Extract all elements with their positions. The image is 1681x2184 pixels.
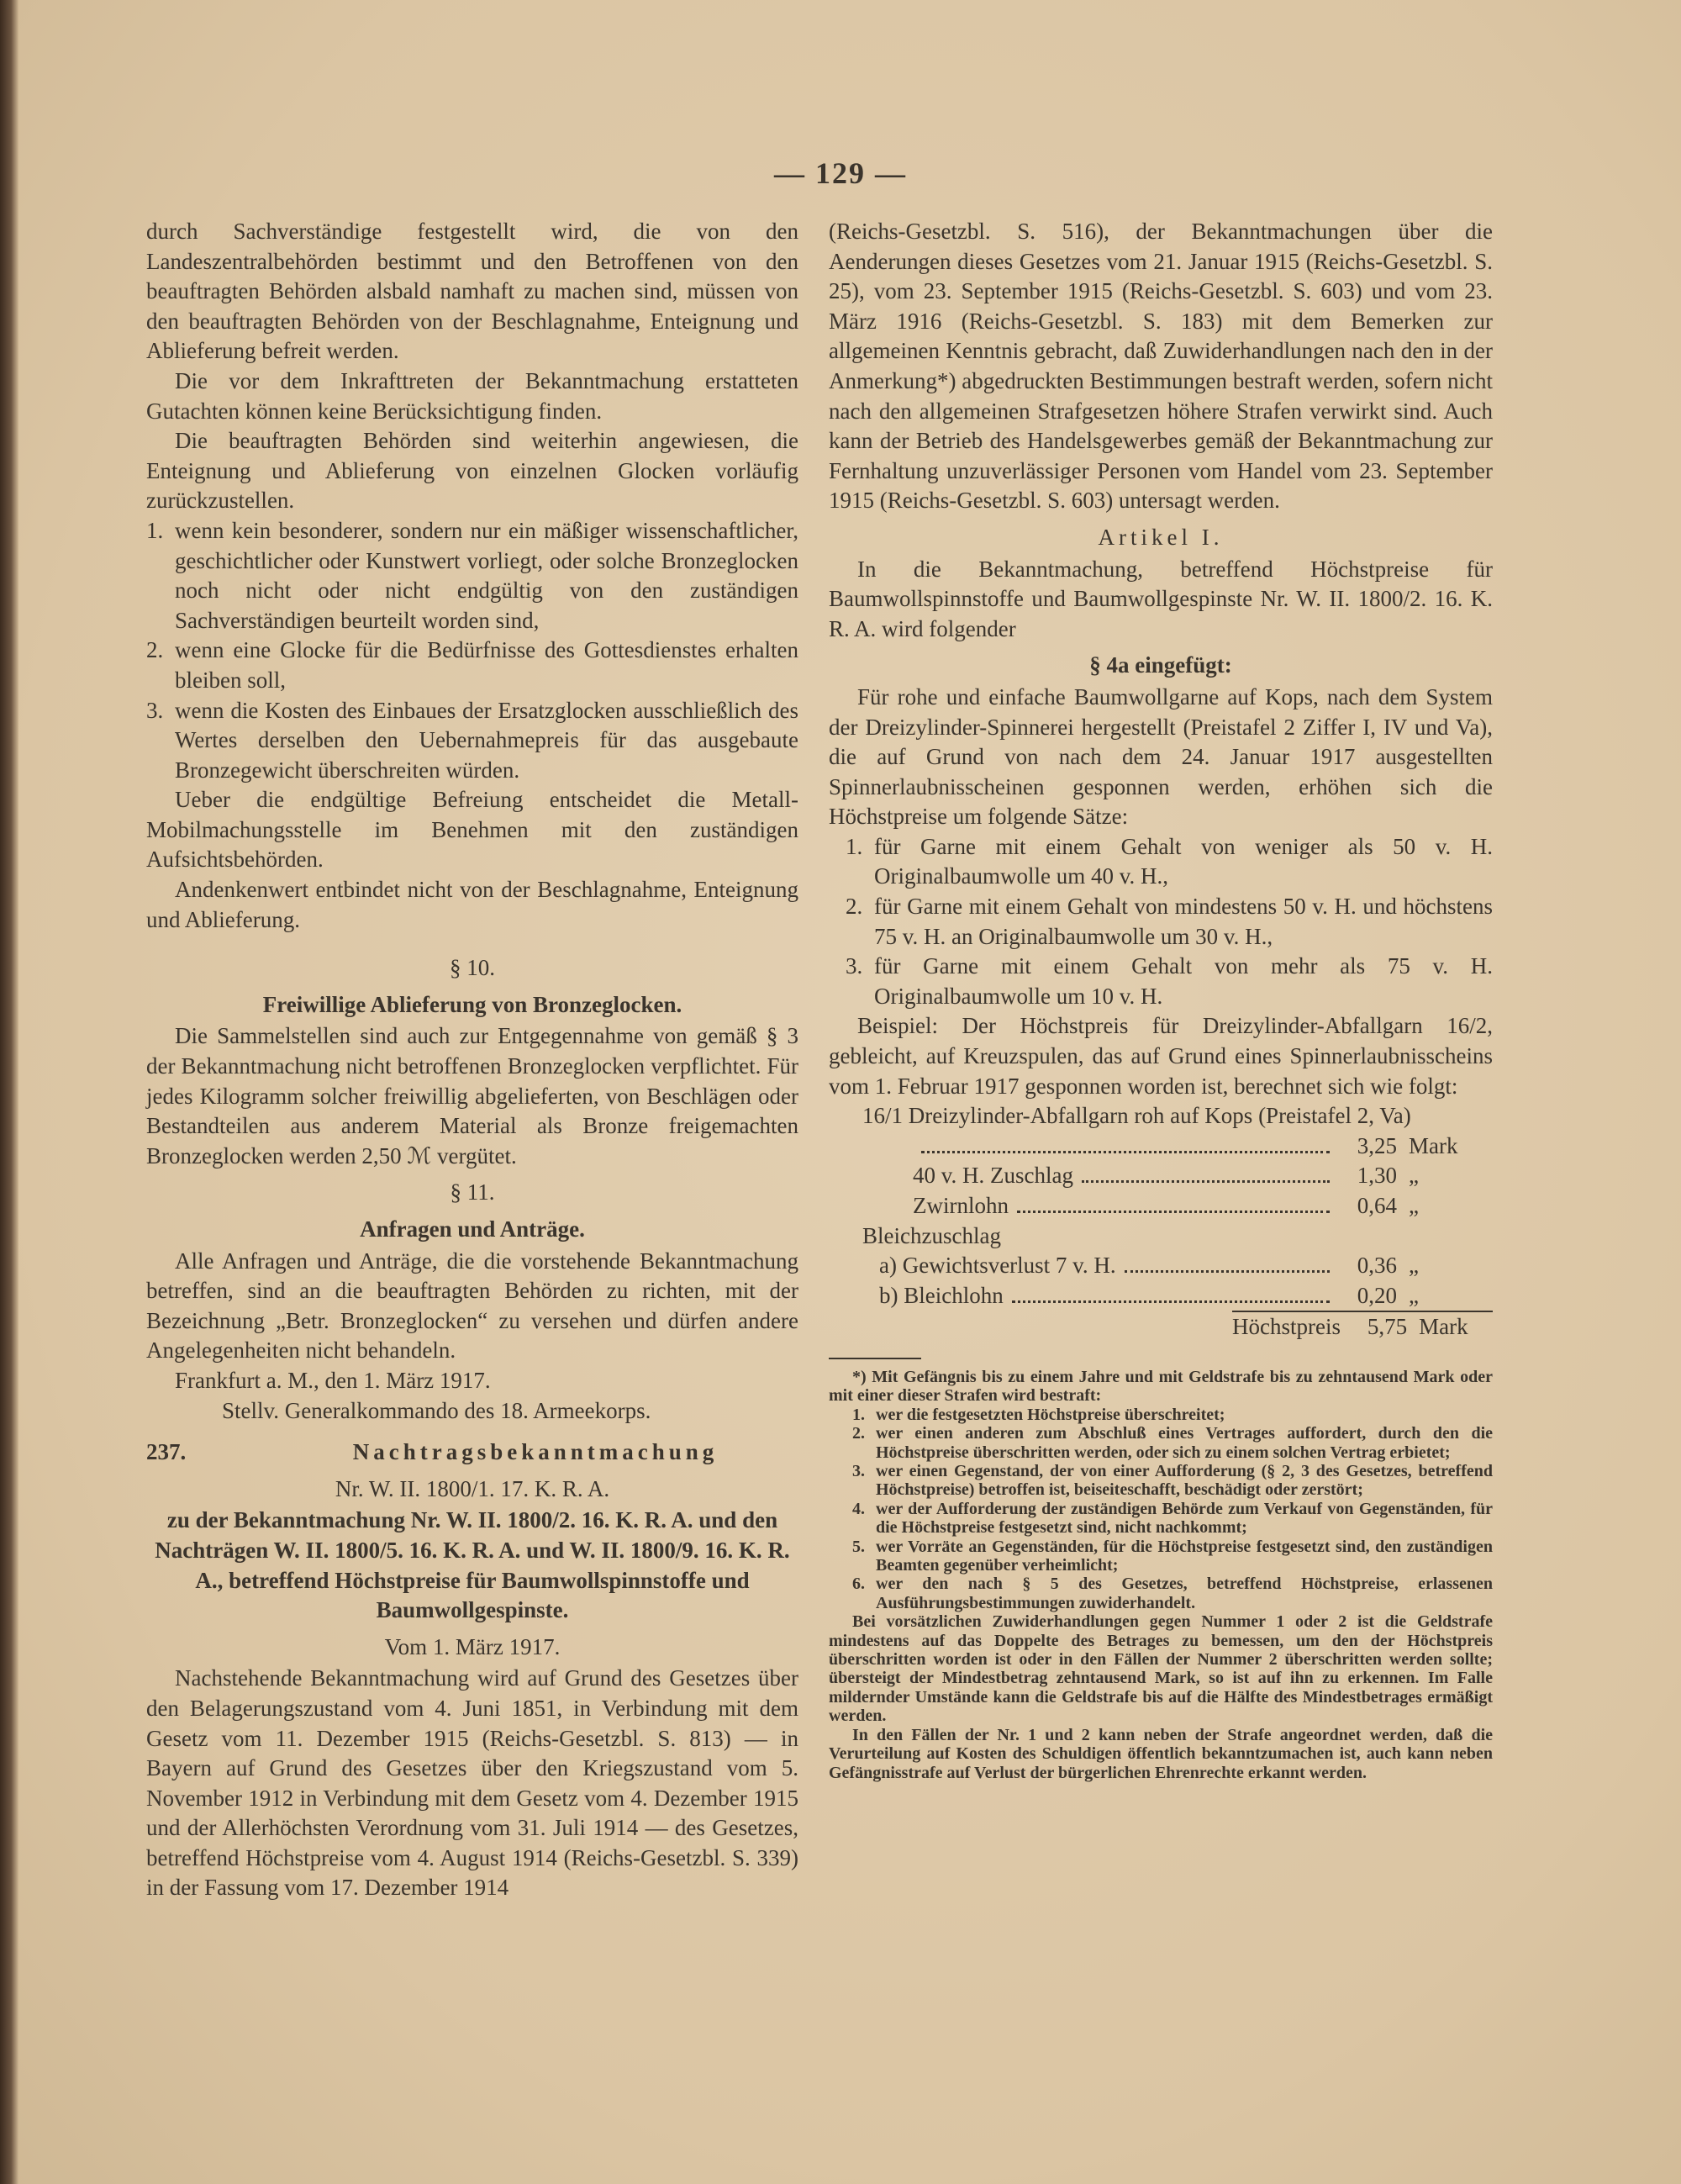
list-number: 1. — [846, 833, 863, 859]
calc-unit: „ — [1409, 1163, 1419, 1189]
section-title: Anfragen und Anträge. — [360, 1216, 585, 1242]
calc-label: 40 v. H. Zuschlag — [913, 1163, 1073, 1189]
list-text: wer der Aufforderung der zuständigen Behörde zum Verkauf von Gegenständen, für die Höchstpreise festgesetzt sind, nicht nachkommt; — [876, 1499, 1493, 1538]
list-text: wer den nach § 5 des Gesetzes, betreffend Höchstpreise, erlassenen Ausführungsbestimmungen zuwiderhandelt. — [876, 1575, 1493, 1612]
book-binding-edge — [0, 0, 18, 2184]
price-calculation — [829, 1101, 1493, 1343]
calc-row — [862, 1251, 1493, 1281]
entry-reference: Nr. W. II. 1800/1. 17. K. R. A. — [335, 1475, 610, 1501]
signature: Stellv. Generalkommando des 18. Armeekorps. — [222, 1397, 651, 1423]
list-number: 1. — [146, 517, 164, 543]
list-item — [146, 636, 798, 695]
list-number: 3. — [846, 953, 863, 979]
footnote — [829, 1368, 1493, 1782]
paragraph: (Reichs-Gesetzbl. S. 516), der Bekanntmachungen über die Aenderungen dieses Gesetzes vom 21. Januar 1915 (Reichs-Gesetzbl. S. 25), vom 23. September 1915 (Reichs-Gesetzbl. S. 603) und vom 23. März 1916 (Reichs-Gesetzbl. S. 183) mit dem Bemerken zur allgemeinen Kenntnis gebracht, daß Zuwiderhandlungen nach den in der Anmerkung*) abgedruckten Bestimmungen bestraft werden, sofern nicht nach den allgemeinen Strafgesetzen höhere Strafen verwirkt sind. Auch kann der Betrieb des Handelsgewerbes gemäß der Bekanntmachung zur Fernhaltung unzuverlässiger Personen vom Handel vom 23. September 1915 (Reichs-Gesetzbl. S. 603) untersagt werden. — [829, 219, 1493, 514]
footnote-intro: *) Mit Gefängnis bis zu einem Jahre und mit Geldstrafe bis zu zehntausend Mark oder mit einer dieser Strafen wird bestraft: — [829, 1367, 1493, 1406]
list-number: 6. — [852, 1575, 865, 1594]
left-column — [146, 217, 798, 1903]
calc-row — [862, 1191, 1493, 1221]
list-text: wenn die Kosten des Einbaues der Ersatzglocken ausschließlich des Wertes derselben den Uebernahmepreis für das ausgebaute Bronzegewicht überschreiten würden. — [175, 697, 798, 783]
section-heading: § 4a eingefügt: — [1089, 652, 1232, 678]
entry-date: Vom 1. März 1917. — [384, 1633, 561, 1659]
place-date: Frankfurt a. M., den 1. März 1917. — [175, 1367, 491, 1393]
calc-unit: „ — [1409, 1282, 1419, 1308]
list-number: 1. — [852, 1405, 865, 1424]
footnote-item — [829, 1424, 1493, 1462]
footnote-item — [829, 1406, 1493, 1424]
list-item — [829, 952, 1493, 1011]
paragraph: Alle Anfragen und Anträge, die die vorstehende Bekanntmachung betreffen, sind an die beauftragten Behörden zu richten, mit der Bezeichnung „Betr. Bronzeglocken“ zu versehen und dürfen andere Angelegenheiten nicht behandeln. — [146, 1248, 798, 1364]
list-text: für Garne mit einem Gehalt von weniger als 50 v. H. Originalbaumwolle um 40 v. H., — [874, 833, 1493, 889]
paragraph: Nachstehende Bekanntmachung wird auf Grund des Gesetzes über den Belagerungszustand vom 4. Juni 1851, in Verbindung mit dem Gesetz vom 11. Dezember 1915 (Reichs-Gesetzbl. S. 813) — in Bayern auf Grund des Gesetzes über den Kriegszustand vom 5. November 1912 in Verbindung mit dem Gesetz vom 4. Dezember 1915 und der Allerhöchsten Verordnung vom 31. Juli 1914 — des Gesetzes, betreffend Höchstpreise vom 4. August 1914 (Reichs-Gesetzbl. S. 339) in der Fassung vom 17. Dezember 1914 — [146, 1665, 798, 1901]
dot-leader — [1012, 1300, 1330, 1303]
footnote-item — [829, 1500, 1493, 1538]
list-text: wenn kein besonderer, sondern nur ein mäßiger wissenschaftlicher, geschichtlicher oder Kunstwert vorliegt, oder solche Bronzeglocken noch nicht oder nicht endgültig von den zuständigen Sachverständigen beurteilt worden sind, — [175, 517, 798, 633]
article-heading: Artikel I. — [1098, 524, 1224, 550]
bleach-label: Bleichzuschlag — [862, 1222, 1001, 1248]
list-text: wenn eine Glocke für die Bedürfnisse des Gottesdienstes erhalten bleiben soll, — [175, 637, 798, 693]
calc-label: a) Gewichtsverlust 7 v. H. — [879, 1253, 1116, 1279]
dot-leader — [921, 1151, 1330, 1153]
list-number: 2. — [146, 637, 164, 663]
calc-value: 1,30 — [1357, 1163, 1397, 1189]
paragraph: In die Bekanntmachung, betreffend Höchstpreise für Baumwollspinnstoffe und Baumwollgespinste Nr. W. II. 1800/2. 16. K. R. A. wird folgender — [829, 556, 1493, 641]
right-column — [829, 217, 1493, 1782]
list-text: wer Vorräte an Gegenständen, für die Höchstpreise festgesetzt sind, den zuständigen Beamten gegenüber verheimlicht; — [876, 1537, 1493, 1575]
list-number: 3. — [146, 697, 164, 723]
footnote-item — [829, 1538, 1493, 1575]
total-unit: Mark — [1419, 1314, 1468, 1340]
footnote-item — [829, 1462, 1493, 1500]
entry-header — [146, 1438, 798, 1468]
list-item — [829, 832, 1493, 892]
list-number: 5. — [852, 1537, 865, 1556]
calc-unit: Mark — [1409, 1132, 1458, 1158]
list-number: 2. — [846, 894, 863, 920]
calc-unit: „ — [1409, 1193, 1419, 1218]
calc-label: b) Bleichlohn — [879, 1282, 1004, 1308]
list-item — [146, 516, 798, 636]
calc-heading: 16/1 Dreizylinder-Abfallgarn roh auf Kops (Preistafel 2, Va) — [862, 1103, 1411, 1129]
list-item — [829, 892, 1493, 952]
calc-row — [862, 1281, 1493, 1311]
calc-unit: „ — [1409, 1253, 1419, 1279]
paragraph: Die beauftragten Behörden sind weiterhin angewiesen, die Enteignung und Ablieferung von einzelnen Glocken vorläufig zurückzustellen. — [146, 428, 798, 514]
calc-value: 0,36 — [1357, 1253, 1397, 1279]
list-text: wer einen Gegenstand, der von einer Aufforderung (§ 2, 3 des Gesetzes, betreffend Höchstpreise) betroffen ist, beiseiteschafft, beschädigt oder zerstört; — [876, 1462, 1493, 1500]
total-label: Höchstpreis — [1232, 1314, 1341, 1340]
paragraph: Andenkenwert entbindet nicht von der Beschlagnahme, Enteignung und Ablieferung. — [146, 877, 798, 932]
list-text: für Garne mit einem Gehalt von mehr als 75 v. H. Originalbaumwolle um 10 v. H. — [874, 953, 1493, 1009]
entry-number: 237. — [146, 1439, 187, 1465]
calc-value: 3,25 — [1357, 1132, 1397, 1158]
entry-subtitle: zu der Bekanntmachung Nr. W. II. 1800/2. 16. K. R. A. und den Nachträgen W. II. 1800/5. 16. K. R. A. und W. II. 1800/9. 16. K. R. A., betreffend Höchstpreise für Baumwollspinnstoffe und Baumwollgespinste. — [155, 1507, 790, 1623]
list-number: 2. — [852, 1424, 865, 1443]
calc-value: 0,20 — [1357, 1282, 1397, 1308]
list-number: 4. — [852, 1499, 865, 1518]
page-number: — 129 — — [774, 156, 907, 190]
paragraph: durch Sachverständige festgestellt wird, die von den Landeszentralbehörden bestimmt und den Betroffenen von den beauftragten Behörden alsbald namhaft zu machen sind, müssen von den beauftragten Behörden von der Beschlagnahme, Enteignung und Ablieferung befreit werden. — [146, 219, 798, 364]
total-value: 5,75 — [1367, 1314, 1408, 1340]
footnote-paragraph: In den Fällen der Nr. 1 und 2 kann neben der Strafe angeordnet werden, daß die Verurteilung auf Kosten des Schuldigen öffentlich bekanntzumachen ist, auch kann neben Gefängnisstrafe auf Verlust der bürgerlichen Ehrenrechte erkannt werden. — [829, 1725, 1493, 1782]
footnote-paragraph: Bei vorsätzlichen Zuwiderhandlungen gegen Nummer 1 oder 2 ist die Geldstrafe mindestens auf das Doppelte des Betrages zu bemessen, um den der Höchstpreis überschritten worden ist oder in den Fällen der Nummer 2 überschritten werden sollte; übersteigt der Mindestbetrag zehntausend Mark, so ist auf ihn zu erkennen. Im Falle mildernder Umstände kann die Geldstrafe bis auf die Hälfte des Mindestbetrages ermäßigt werden. — [829, 1612, 1493, 1726]
calc-value: 0,64 — [1357, 1193, 1397, 1218]
dot-leader — [1082, 1180, 1330, 1183]
list-text: für Garne mit einem Gehalt von mindestens 50 v. H. und höchstens 75 v. H. an Originalbaumwolle um 30 v. H., — [874, 894, 1493, 949]
section-number: § 11. — [450, 1179, 495, 1205]
section-title: Freiwillige Ablieferung von Bronzeglocken. — [262, 991, 682, 1017]
paragraph: Die Sammelstellen sind auch zur Entgegennahme von gemäß § 3 der Bekanntmachung nicht betroffenen Bronzeglocken verpflichtet. Für jedes Kilogramm solcher freiwillig abgelieferten, von Beschlägen oder Bestandteilen aus anderem Material als Bronze freigemachten Bronzeglocken werden 2,50 ℳ vergütet. — [146, 1023, 798, 1168]
example-paragraph: Beispiel: Der Höchstpreis für Dreizylinder-Abfallgarn 16/2, gebleicht, auf Kreuzspulen, das auf Grund eines Spinnerlaubnisscheins vom 1. Februar 1917 gesponnen worden ist, berechnet sich wie folgt: — [829, 1013, 1493, 1099]
footnote-divider — [829, 1358, 921, 1359]
calc-row — [862, 1161, 1493, 1191]
calc-row — [862, 1132, 1493, 1162]
dot-leader — [1017, 1211, 1330, 1213]
footnote-item — [829, 1575, 1493, 1612]
paragraph: Für rohe und einfache Baumwollgarne auf Kops, nach dem System der Dreizylinder-Spinnerei hergestellt (Preistafel 2 Ziffer I, IV und Va), die auf Grund von nach dem 24. Januar 1917 ausgestellten Spinnerlaubnisscheinen gesponnen werden, erhöhen sich die Höchstpreise um folgende Sätze: — [829, 683, 1493, 830]
entry-title: Nachtragsbekanntmachung — [352, 1439, 719, 1465]
dot-leader — [1125, 1270, 1330, 1273]
list-text: wer die festgesetzten Höchstpreise überschreitet; — [876, 1405, 1225, 1424]
list-item — [146, 696, 798, 786]
total-row — [1232, 1311, 1493, 1343]
paragraph: Die vor dem Inkrafttreten der Bekanntmachung erstatteten Gutachten können keine Berücksichtigung finden. — [146, 367, 798, 424]
list-number: 3. — [852, 1462, 865, 1480]
section-number: § 10. — [450, 955, 495, 981]
calc-label: Zwirnlohn — [913, 1193, 1009, 1218]
paragraph: Ueber die endgültige Befreiung entscheidet die Metall-Mobilmachungsstelle im Benehmen mit den zuständigen Aufsichtsbehörden. — [146, 787, 798, 873]
list-text: wer einen anderen zum Abschluß eines Vertrages auffordert, durch den die Höchstpreise überschritten werden, oder sich zu einem solchen Vertrag erbietet; — [876, 1424, 1493, 1462]
